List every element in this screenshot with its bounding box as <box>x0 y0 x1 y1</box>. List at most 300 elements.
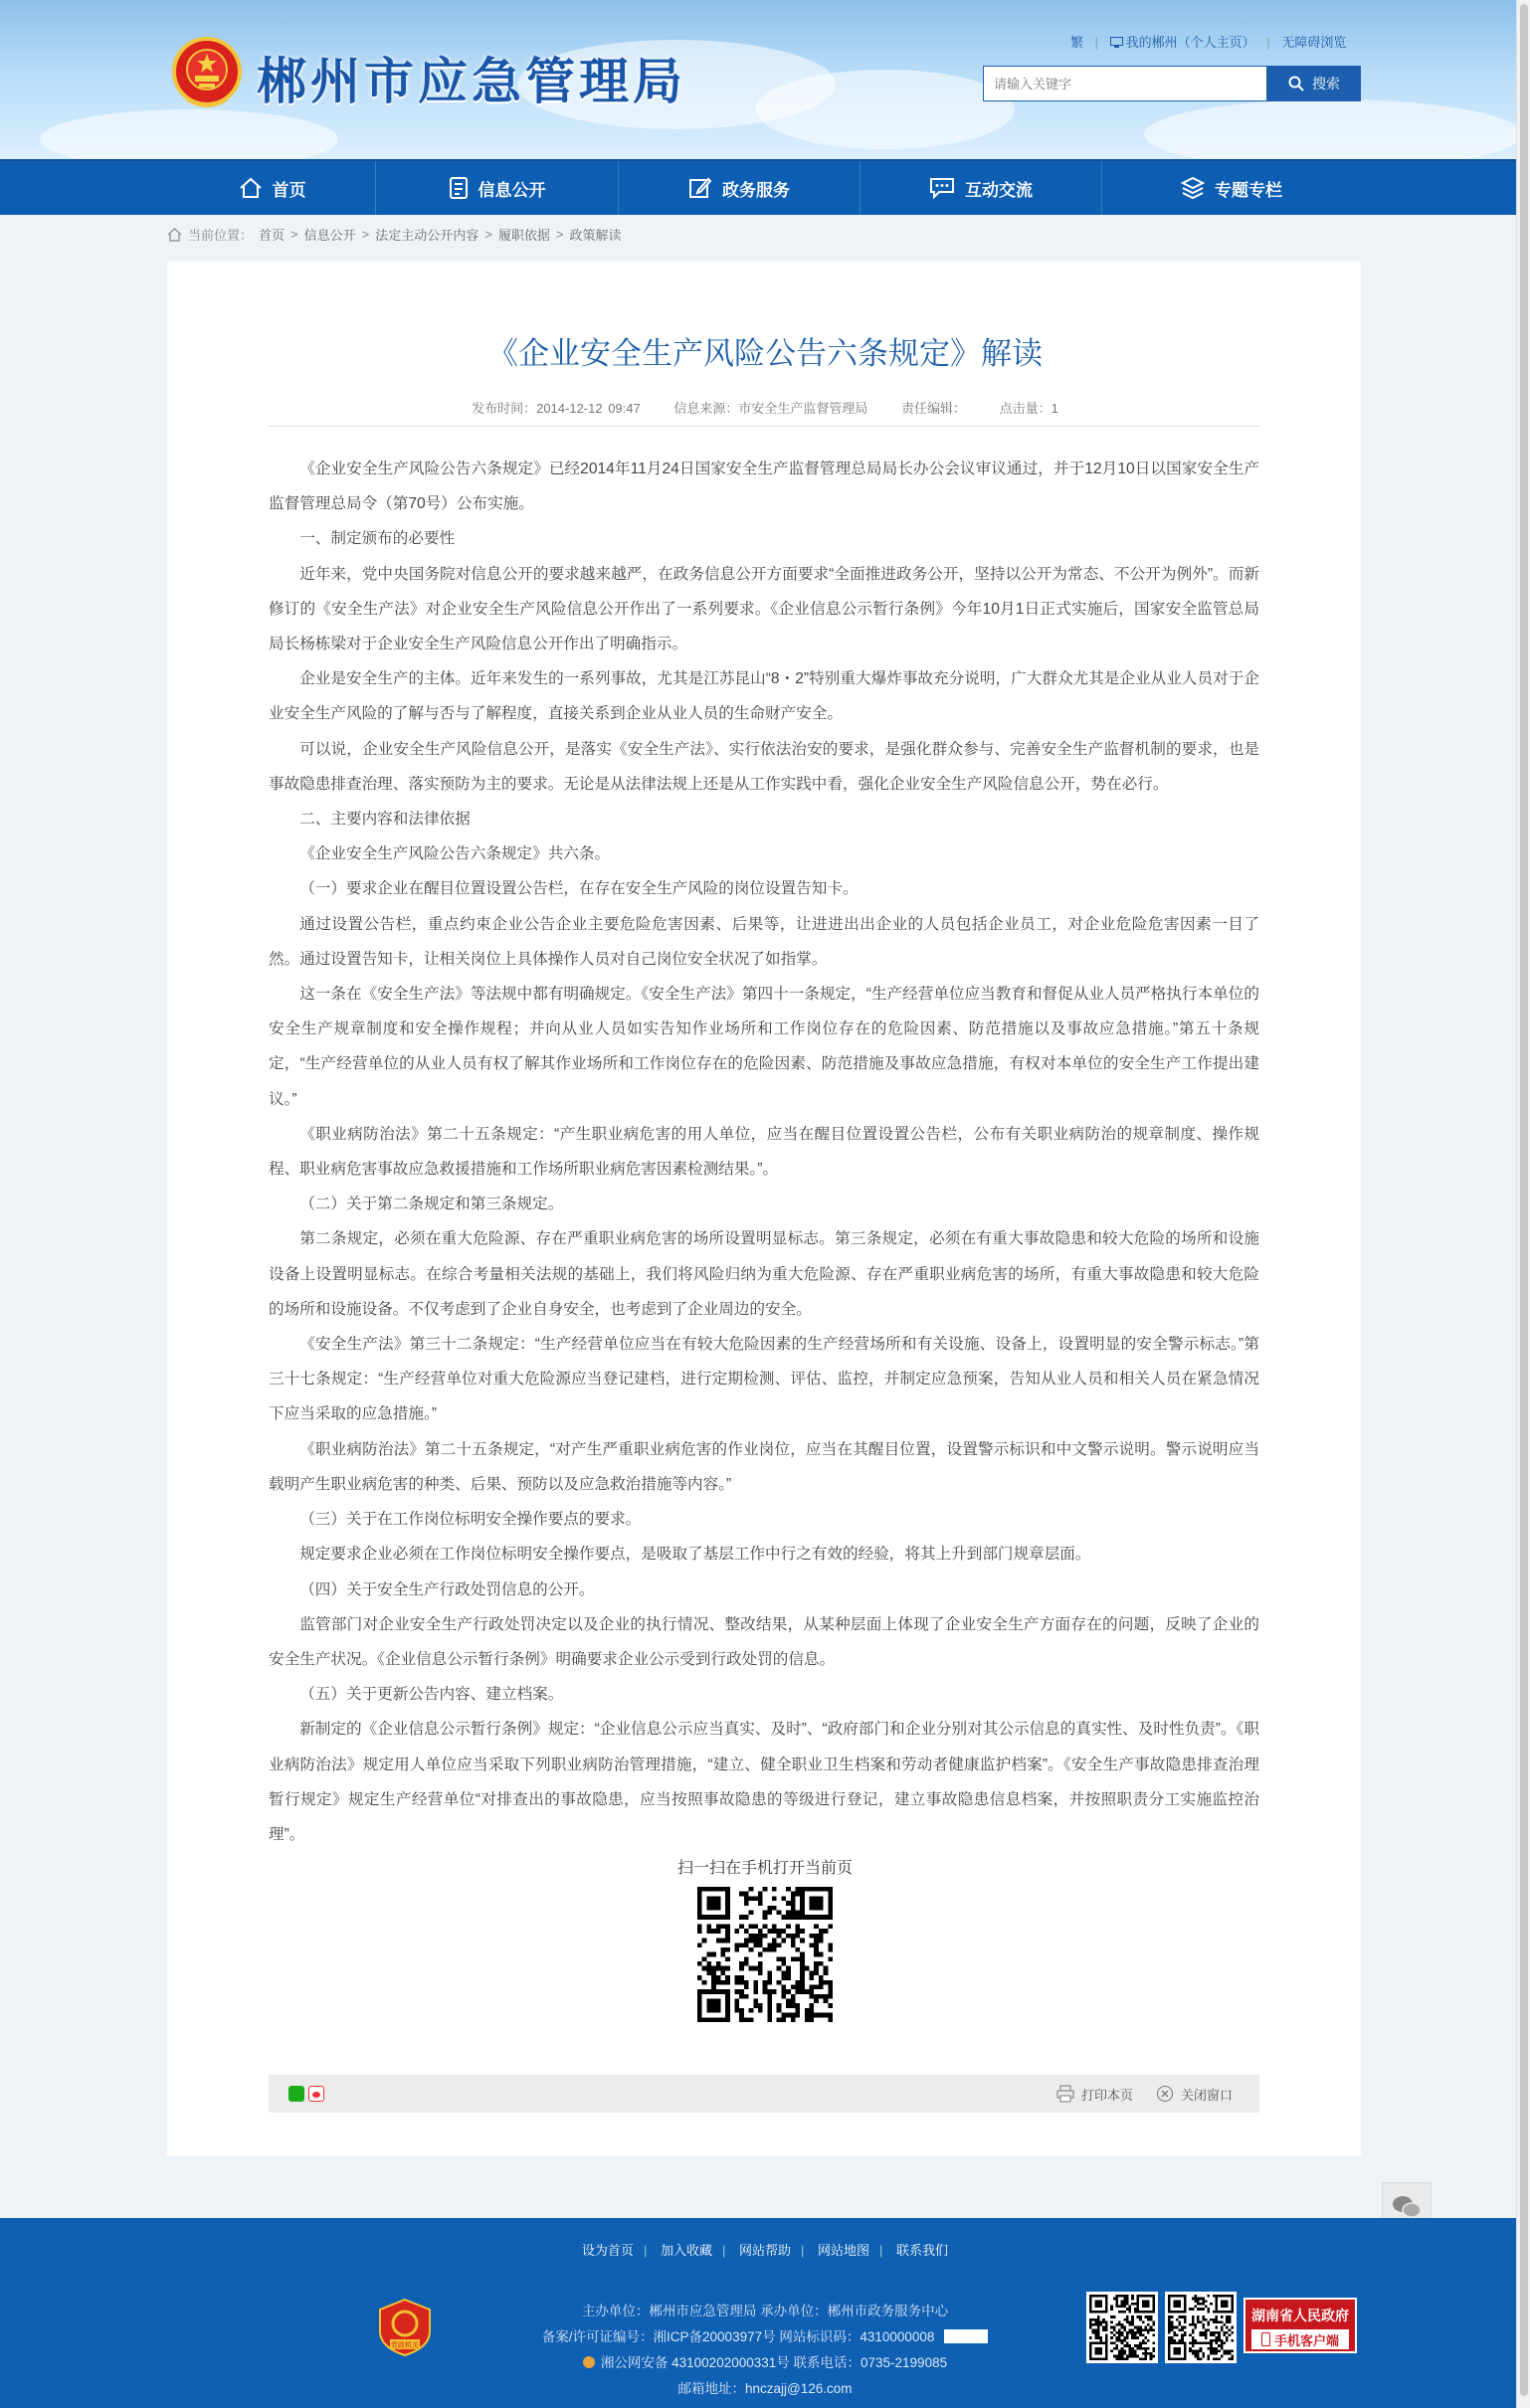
qr-module <box>777 1934 782 1939</box>
weibo-mark <box>312 2092 320 2098</box>
qr-module <box>791 1934 796 1939</box>
footer-qr-code <box>1165 2292 1237 2363</box>
qr-module <box>1134 2331 1137 2334</box>
qr-module <box>781 1975 786 1980</box>
qr-module <box>702 1989 707 1994</box>
qr-module <box>814 1939 819 1944</box>
footer-icp-text: 备案/许可证编号：湘ICP备20003977号 网站标识码：4310000008 <box>541 2329 935 2344</box>
qr-module <box>1131 2318 1134 2321</box>
qr-module <box>1115 2331 1118 2334</box>
qr-module <box>1200 2357 1203 2360</box>
qr-module <box>749 1887 754 1892</box>
qr-module <box>1110 2331 1113 2334</box>
breadcrumb-separator: > <box>484 227 492 242</box>
qr-module <box>1229 2320 1232 2323</box>
qr-module <box>697 1906 702 1911</box>
qr-module <box>1223 2342 1226 2345</box>
qr-module <box>1216 2295 1219 2298</box>
close-window-button[interactable] <box>1156 2075 1233 2113</box>
qr-module <box>1218 2320 1221 2323</box>
qr-module <box>1168 2352 1171 2355</box>
traditional-chinese-link[interactable]: 繁 <box>1070 35 1084 50</box>
qr-module <box>1131 2331 1134 2334</box>
article-paragraph: 监管部门对企业安全生产行政处罚决定以及企业的执行情况、整改结果，从某种层面上体现了企业安全生产方面存在的问题，反映了企业的安全生产状况。《企业信息公示暂行条例》明确要求企业公示受到行政处罚的信息。 <box>269 1615 1259 1668</box>
qr-module <box>1092 2323 1095 2326</box>
qr-module <box>767 1906 772 1911</box>
nav-item-info-public[interactable] <box>376 161 619 215</box>
qr-module <box>1221 2339 1224 2342</box>
weibo-share-icon[interactable] <box>308 2086 324 2102</box>
qr-module <box>1221 2347 1224 2350</box>
qr-module <box>795 1947 800 1952</box>
qr-module <box>791 2017 796 2022</box>
qr-module <box>1202 2300 1205 2303</box>
qr-module <box>1192 2342 1195 2345</box>
qr-module <box>1223 2306 1226 2309</box>
qr-module <box>824 1966 829 1971</box>
qr-module <box>1218 2311 1221 2314</box>
qr-module <box>1202 2331 1205 2334</box>
qr-module <box>1197 2300 1200 2303</box>
qr-module <box>1229 2352 1232 2355</box>
qr-module <box>1150 2355 1153 2358</box>
qr-module <box>1137 2331 1140 2334</box>
qr-module <box>711 1901 716 1906</box>
qr-module <box>1152 2308 1155 2311</box>
qr-module <box>697 2003 702 2008</box>
qr-module <box>1173 2311 1176 2314</box>
qr-module <box>1123 2352 1126 2355</box>
breadcrumb-item[interactable]: 履职依据 <box>497 228 550 243</box>
qr-module <box>767 2017 772 2022</box>
qr-module <box>1200 2298 1203 2301</box>
qr-module <box>1097 2352 1100 2355</box>
qr-module <box>1126 2295 1129 2298</box>
edit-icon <box>688 176 712 200</box>
qr-module <box>1205 2318 1208 2321</box>
qr-module <box>1197 2342 1200 2345</box>
qr-module <box>1171 2357 1174 2360</box>
close-icon <box>1156 2085 1174 2103</box>
qr-module <box>772 1943 777 1947</box>
qr-module <box>1147 2328 1150 2331</box>
qr-module <box>1100 2306 1103 2309</box>
qr-module <box>1121 2306 1124 2309</box>
qr-module <box>1097 2349 1100 2352</box>
qr-module <box>1213 2339 1216 2342</box>
qr-module <box>1115 2339 1118 2342</box>
qr-module <box>749 1939 754 1944</box>
qr-module <box>1134 2311 1137 2314</box>
qr-module <box>725 1887 730 1892</box>
qr-module <box>781 1989 786 1994</box>
qr-module <box>1208 2311 1211 2314</box>
qr-module <box>1144 2295 1147 2298</box>
qr-module <box>716 1915 721 1920</box>
qr-module <box>786 1999 791 2004</box>
qr-module <box>786 1925 791 1930</box>
my-chenzhou-link[interactable]: 我的郴州（个人主页） <box>1125 35 1255 50</box>
qr-module <box>706 1961 711 1966</box>
qr-module <box>1144 2347 1147 2350</box>
qr-module <box>819 1952 824 1957</box>
qr-module <box>1184 2300 1187 2303</box>
qr-module <box>1131 2355 1134 2358</box>
qr-module <box>781 1896 786 1901</box>
qr-module <box>1123 2295 1126 2298</box>
breadcrumb-item[interactable]: 首页 <box>259 228 286 243</box>
qr-module <box>1115 2298 1118 2301</box>
breadcrumb-prefix: 当前位置： <box>188 228 254 243</box>
qr-module <box>1205 2336 1208 2339</box>
qr-module <box>1192 2331 1195 2334</box>
qr-module <box>716 1999 721 2004</box>
qr-module <box>1115 2336 1118 2339</box>
qr-module <box>716 1961 721 1966</box>
qr-module <box>1216 2349 1219 2352</box>
qr-module <box>749 1966 754 1971</box>
qr-module <box>1097 2295 1100 2298</box>
qr-module <box>1216 2339 1219 2342</box>
breadcrumb-item[interactable]: 信息公开 <box>303 228 356 243</box>
qr-module <box>1181 2342 1184 2345</box>
qr-module <box>767 1989 772 1994</box>
qr-module <box>1118 2334 1121 2337</box>
qr-module <box>1100 2336 1103 2339</box>
qr-module <box>702 1956 707 1961</box>
qr-module <box>795 2008 800 2013</box>
qr-module <box>1147 2295 1150 2298</box>
qr-module <box>1173 2303 1176 2306</box>
nav-item-interaction[interactable] <box>861 161 1102 215</box>
footer-link[interactable]: 加入收藏 <box>660 2243 712 2258</box>
article-paragraph: 《职业病防治法》第二十五条规定：“产生职业病危害的用人单位，应当在醒目位置设置公告栏，公布有关职业病防治的规章制度、操作规程、职业病危害事故应急救援措施和工作场所职业病危害因素检测结果。”。 <box>269 1125 1259 1179</box>
qr-module <box>758 1934 763 1939</box>
qr-module <box>763 1984 768 1989</box>
qr-module <box>1229 2295 1232 2298</box>
qr-module <box>725 1956 730 1961</box>
qr-module <box>1173 2295 1176 2298</box>
qr-module <box>1226 2295 1229 2298</box>
qr-module <box>1216 2311 1219 2314</box>
qr-module <box>1197 2320 1200 2323</box>
qr-module <box>828 1901 833 1906</box>
qr-module <box>1168 2295 1171 2298</box>
qr-module <box>767 1980 772 1985</box>
qr-module <box>1126 2355 1129 2358</box>
breadcrumb-item[interactable]: 政策解读 <box>569 228 622 243</box>
qr-module <box>1216 2357 1219 2360</box>
qr-module <box>1147 2315 1150 2318</box>
qr-module <box>1105 2298 1108 2301</box>
qr-module <box>819 1915 824 1920</box>
gov-app-sub <box>1251 2329 1349 2349</box>
qr-module <box>1152 2320 1155 2323</box>
qr-module <box>1131 2347 1134 2350</box>
qr-module <box>781 1956 786 1961</box>
qr-module <box>767 1994 772 1999</box>
qr-module <box>1216 2315 1219 2318</box>
qr-module <box>1131 2336 1134 2339</box>
qr-module <box>1129 2320 1132 2323</box>
qr-module <box>1115 2295 1118 2298</box>
qr-module <box>791 1906 796 1911</box>
page-scrollbar[interactable] <box>1516 0 1530 2408</box>
qr-module <box>819 1980 824 1985</box>
qr-module <box>795 1980 800 1985</box>
qr-module <box>1184 2344 1187 2347</box>
qr-module <box>1139 2334 1142 2337</box>
qr-module <box>1200 2342 1203 2345</box>
qr-module <box>1110 2326 1113 2329</box>
footer-link[interactable]: 联系我们 <box>896 2243 949 2258</box>
search-icon <box>1288 76 1304 92</box>
qr-module <box>1097 2315 1100 2318</box>
search-input[interactable] <box>983 66 1267 101</box>
qr-module <box>758 1943 763 1947</box>
qr-module <box>725 2017 730 2022</box>
qr-module <box>1115 2347 1118 2350</box>
qr-module <box>1231 2331 1234 2334</box>
qr-module <box>1097 2331 1100 2334</box>
qr-module <box>1194 2323 1197 2326</box>
qr-module <box>1202 2342 1205 2345</box>
qr-module <box>706 1915 711 1920</box>
nav-label: 互动交流 <box>965 180 1033 200</box>
site-id-logo[interactable] <box>944 2329 988 2343</box>
qr-module <box>1231 2349 1234 2352</box>
qr-module <box>800 1892 805 1897</box>
qr-module <box>749 1934 754 1939</box>
qr-module <box>795 2003 800 2008</box>
qr-module <box>711 1966 716 1971</box>
qr-module <box>1092 2328 1095 2331</box>
qr-module <box>1168 2336 1171 2339</box>
qr-module <box>720 2017 725 2022</box>
title-divider <box>269 426 1259 427</box>
qr-module <box>1094 2331 1097 2334</box>
qr-module <box>1131 2334 1134 2337</box>
qr-module <box>795 1989 800 1994</box>
qr-module <box>1176 2311 1179 2314</box>
wechat-share-icon[interactable] <box>288 2086 304 2102</box>
qr-module <box>716 1975 721 1980</box>
qr-module <box>706 1966 711 1971</box>
qr-module <box>1216 2326 1219 2329</box>
qr-module <box>814 1906 819 1911</box>
qr-module <box>1142 2347 1145 2350</box>
site-title[interactable]: 郴州市应急管理局 <box>257 53 686 110</box>
chat-icon <box>929 177 955 199</box>
qr-module <box>1200 2347 1203 2350</box>
qr-module <box>1168 2344 1171 2347</box>
qr-module <box>1192 2315 1195 2318</box>
qr-module <box>1189 2334 1192 2337</box>
qr-module <box>1173 2334 1176 2337</box>
footer-link[interactable]: 网站帮助 <box>738 2243 791 2258</box>
qr-module <box>767 2013 772 2018</box>
qr-module <box>753 1989 758 1994</box>
home-icon <box>167 228 182 242</box>
qr-module <box>1213 2334 1216 2337</box>
qr-module <box>1097 2311 1100 2314</box>
qr-module <box>1202 2355 1205 2358</box>
footer-link[interactable]: 设为首页 <box>581 2243 634 2258</box>
qr-module <box>725 1896 730 1901</box>
qr-module <box>777 1956 782 1961</box>
qr-module <box>1221 2355 1224 2358</box>
qr-module <box>1210 2303 1213 2306</box>
qr-module <box>1168 2331 1171 2334</box>
qr-module <box>810 1887 815 1892</box>
qr-module <box>1176 2347 1179 2350</box>
article-paragraph: 通过设置公告栏，重点约束企业公告企业主要危险危害因素、后果等，让进进出出企业的人员包括企业员工，对企业危险危害因素一目了然。通过设置告知卡，让相关岗位上具体操作人员对自己岗位安全状况了如指掌。 <box>269 915 1259 968</box>
qr-module <box>791 2013 796 2018</box>
article-paragraph: （五）关于更新公告内容、建立档案。 <box>299 1686 564 1704</box>
qr-module <box>1176 2303 1179 2306</box>
qr-module <box>1197 2308 1200 2311</box>
qr-module <box>1131 2349 1134 2352</box>
breadcrumb-item[interactable]: 法定主动公开内容 <box>375 228 479 243</box>
qr-module <box>1115 2357 1118 2360</box>
qr-module <box>1139 2347 1142 2350</box>
qr-module <box>791 1915 796 1920</box>
qr-module <box>1089 2342 1092 2345</box>
qr-module <box>697 1915 702 1920</box>
qr-module <box>1184 2331 1187 2334</box>
qr-module <box>1105 2311 1108 2314</box>
qr-module <box>725 1966 730 1971</box>
qr-module <box>1131 2328 1134 2331</box>
qr-module <box>1171 2320 1174 2323</box>
qr-module <box>1126 2303 1129 2306</box>
qr-module <box>763 1925 768 1930</box>
qr-module <box>744 1892 749 1897</box>
hunan-gov-app-banner[interactable] <box>1243 2298 1357 2353</box>
qr-module <box>1194 2298 1197 2301</box>
qr-module <box>1168 2355 1171 2358</box>
qr-module <box>810 1984 815 1989</box>
qr-module <box>1152 2300 1155 2303</box>
qr-module <box>1110 2308 1113 2311</box>
qr-module <box>749 1925 754 1930</box>
qr-module <box>1176 2349 1179 2352</box>
qr-module <box>1192 2298 1195 2301</box>
close-label: 关闭窗口 <box>1181 2087 1234 2103</box>
qr-module <box>1092 2295 1095 2298</box>
qr-module <box>1194 2352 1197 2355</box>
qr-module <box>1176 2318 1179 2321</box>
qr-module <box>1197 2355 1200 2358</box>
qr-module <box>720 1980 725 1985</box>
print-page-button[interactable] <box>1056 2075 1133 2113</box>
qr-module <box>1213 2347 1216 2350</box>
qr-module <box>744 1901 749 1906</box>
qr-module <box>1171 2328 1174 2331</box>
qr-module <box>702 1966 707 1971</box>
qr-module <box>824 1999 829 2004</box>
qr-module <box>739 1989 744 1994</box>
qr-module <box>1137 2298 1140 2301</box>
qr-module <box>1229 2315 1232 2318</box>
qr-module <box>1184 2318 1187 2321</box>
qr-module <box>1171 2295 1174 2298</box>
article-paragraph: 一、制定颁布的必要性 <box>299 530 456 548</box>
qr-module <box>1105 2326 1108 2329</box>
qr-module <box>744 1915 749 1920</box>
qr-module <box>1216 2347 1219 2350</box>
header-cloud <box>40 109 338 159</box>
qr-module <box>1231 2298 1234 2301</box>
qr-module <box>1181 2328 1184 2331</box>
qr-module <box>1144 2349 1147 2352</box>
qr-module <box>758 1961 763 1966</box>
qr-module <box>697 1892 702 1897</box>
qr-module <box>1184 2315 1187 2318</box>
qr-module <box>1231 2339 1234 2342</box>
qr-module <box>1121 2303 1124 2306</box>
footer-link[interactable]: 网站地图 <box>818 2243 870 2258</box>
qr-module <box>819 1901 824 1906</box>
nav-item-special[interactable] <box>1102 161 1361 215</box>
qr-module <box>1118 2352 1121 2355</box>
qr-module <box>1231 2326 1234 2329</box>
qr-module <box>781 1984 786 1989</box>
nav-item-home[interactable] <box>169 161 376 215</box>
qr-module <box>753 1939 758 1944</box>
footer-sponsor: 主办单位：郴州市应急管理局 承办单位：郴州市政务服务中心 <box>581 2304 949 2318</box>
qr-module <box>828 1915 833 1920</box>
qr-module <box>1105 2336 1108 2339</box>
scrollbar-thumb[interactable] <box>1520 4 1528 2396</box>
qr-module <box>1216 2308 1219 2311</box>
article-paragraph: （三）关于在工作岗位标明安全操作要点的要求。 <box>299 1511 642 1529</box>
qr-module <box>1126 2342 1129 2345</box>
qr-module <box>735 2008 740 2013</box>
accessible-browsing-link[interactable]: 无障碍浏览 <box>1281 35 1347 50</box>
qr-module <box>1218 2336 1221 2339</box>
qr-module <box>1171 2323 1174 2326</box>
qr-module <box>1223 2349 1226 2352</box>
qr-module <box>1094 2318 1097 2321</box>
qr-module <box>1226 2318 1229 2321</box>
qr-module <box>767 1947 772 1952</box>
responsible-editor: 责任编辑： <box>901 401 967 416</box>
qr-module <box>791 1956 796 1961</box>
qr-module <box>1192 2318 1195 2321</box>
qr-module <box>1100 2349 1103 2352</box>
qr-module <box>1189 2342 1192 2345</box>
qr-module <box>1094 2342 1097 2345</box>
qr-module <box>828 1896 833 1901</box>
qr-module <box>1202 2303 1205 2306</box>
qr-module <box>1131 2295 1134 2298</box>
qr-module <box>744 1929 749 1934</box>
qr-module <box>1139 2344 1142 2347</box>
qr-module <box>1229 2318 1232 2321</box>
qr-module <box>786 1934 791 1939</box>
qr-module <box>786 1887 791 1892</box>
qr-module <box>1192 2339 1195 2342</box>
nav-item-gov-service[interactable] <box>619 161 861 215</box>
qr-module <box>1100 2295 1103 2298</box>
qr-module <box>1144 2328 1147 2331</box>
qr-module <box>1150 2352 1153 2355</box>
search-button[interactable] <box>1267 66 1361 101</box>
qr-module <box>1194 2326 1197 2329</box>
qr-module <box>810 2017 815 2022</box>
qr-module <box>697 1994 702 1999</box>
